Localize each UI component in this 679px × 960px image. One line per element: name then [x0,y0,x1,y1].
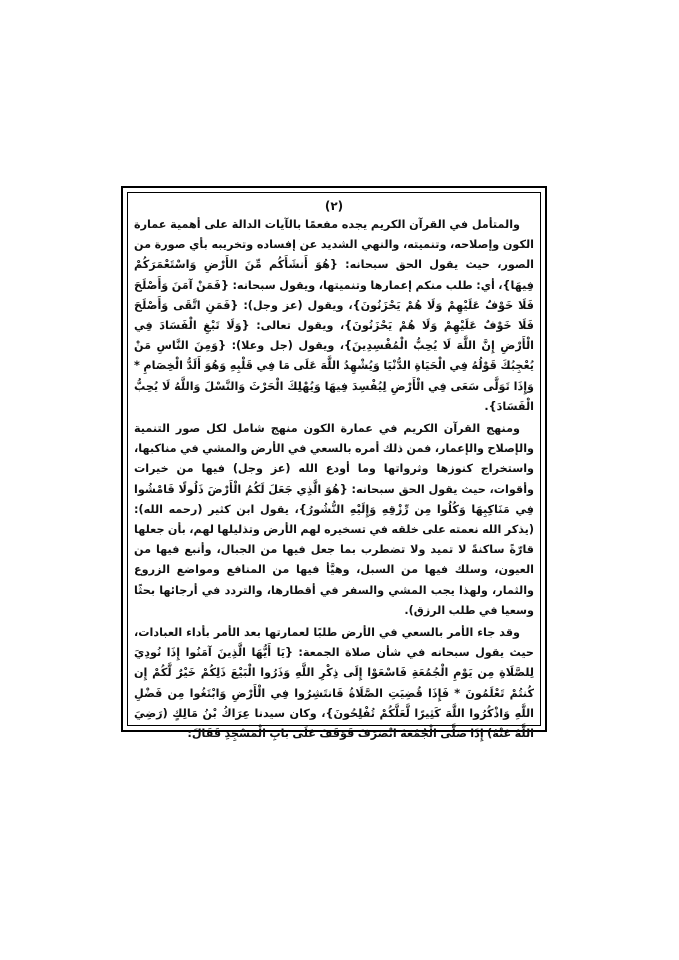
page-number: (٢) [324,199,344,213]
page-frame [121,186,547,741]
paragraph-1: والمتأمل في القرآن الكريم يجده مفعمًا بالآيات الدالة على أهمية عمارة الكون وإصلاحه، وتنميته، والنهي الشديد عن إفساده وتخريبه بأي صورة من الصور، حيث يقول الحق سبحانه: {هُوَ أَنشَأَكُم مِّنَ الأَرْضِ وَاسْتَعْمَرَكُمْ فِيهَا}، أي: طلب منكم إعمارها وتنميتها، ويقول سبحانه: {فَمَنْ آمَنَ وَأَصْلَحَ فَلَا خَوْفٌ عَلَيْهِمْ وَلَا هُمْ يَحْزَنُونَ}، ويقول (عز وجل): {فَمَنِ اتَّقَى وَأَصْلَحَ فَلَا خَوْفٌ عَلَيْهِمْ وَلَا هُمْ يَحْزَنُونَ}، ويقول تعالى: {وَلَا تَبْغِ الْفَسَادَ فِي الْأَرْضِ إِنَّ اللَّهَ لَا يُحِبُّ الْمُفْسِدِينَ}، ويقول (جل وعلا): {وَمِنَ النَّاسِ مَنْ يُعْجِبُكَ قَوْلُهُ فِي الْحَيَاةِ الدُّنْيَا وَيُشْهِدُ اللَّهَ عَلَى مَا فِي قَلْبِهِ وَهُوَ أَلَدُّ الْخِصَامِ * وَإِذَا تَوَلَّى سَعَى فِي الْأَرْضِ لِيُفْسِدَ فِيهَا وَيُهْلِكَ الْحَرْثَ وَالنَّسْلَ وَاللَّهُ لَا يُحِبُّ الْفَسَادَ}. [134,218,534,413]
paragraph-3: وقد جاء الأمر بالسعي في الأرض طلبًا لعمارتها بعد الأمر بأداء العبادات، حيث يقول سبحانه في شأن صلاة الجمعة: {يَا أَيُّهَا الَّذِينَ آمَنُوا إِذَا نُودِيَ لِلصَّلَاةِ مِن يَوْمِ الْجُمُعَةِ فَاسْعَوْا إِلَى ذِكْرِ اللَّهِ وَذَرُوا الْبَيْعَ ذَلِكُمْ خَيْرٌ لَّكُمْ إِن كُنتُمْ تَعْلَمُونَ * فَإِذَا قُضِيَتِ الصَّلَاةُ فَانتَشِرُوا فِي الْأَرْضِ وَابْتَغُوا مِن فَضْلِ اللَّهِ وَاذْكُرُوا اللَّهَ كَثِيرًا لَّعَلَّكُمْ تُفْلِحُونَ}، وكان سيدنا عِرَاكُ بْنُ مَالِكٍ (رَضِيَ اللَّهُ عَنْهُ) إِذَا صَلَّى الْجُمُعَةَ انْصَرَفَ فَوَقَفَ عَلَى بَابِ الْمَسْجِدِ فَقَالَ: [134,626,534,741]
page-content [134,197,534,741]
paragraph-2: ومنهج القرآن الكريم في عمارة الكون منهج شامل لكل صور التنمية والإصلاح والإعمار، فمن ذلك أمره بالسعي في الأرض والمشي في مناكبها، واستخراج كنوزها وثرواتها وما أودع الله (عز وجل) فيها من خيرات وأقوات، حيث يقول الحق سبحانه: {هُوَ الَّذِي جَعَلَ لَكُمُ الْأَرْضَ ذَلُولًا فَامْشُوا فِي مَنَاكِبِهَا وَكُلُوا مِن رِّزْقِهِ وَإِلَيْهِ النُّشُورُ}، يقول ابن كثير (رحمه الله): (يذكر الله نعمته على خلقه في تسخيره لهم الأرض وتذليلها لهم، بأن جعلها قارّةً ساكنةً لا تميد ولا تضطرب بما جعل فيها من الجبال، وأنبع فيها من العيون، وسلك فيها من السبل، وهيَّأ فيها من المنافع ومواضع الزروع والثمار، ولهذا يجب المشي والسفر في أقطارها، والتردد في أرجائها بحثًا وسعيا في طلب الرزق). [134,422,534,617]
page-inner-border [127,192,541,741]
